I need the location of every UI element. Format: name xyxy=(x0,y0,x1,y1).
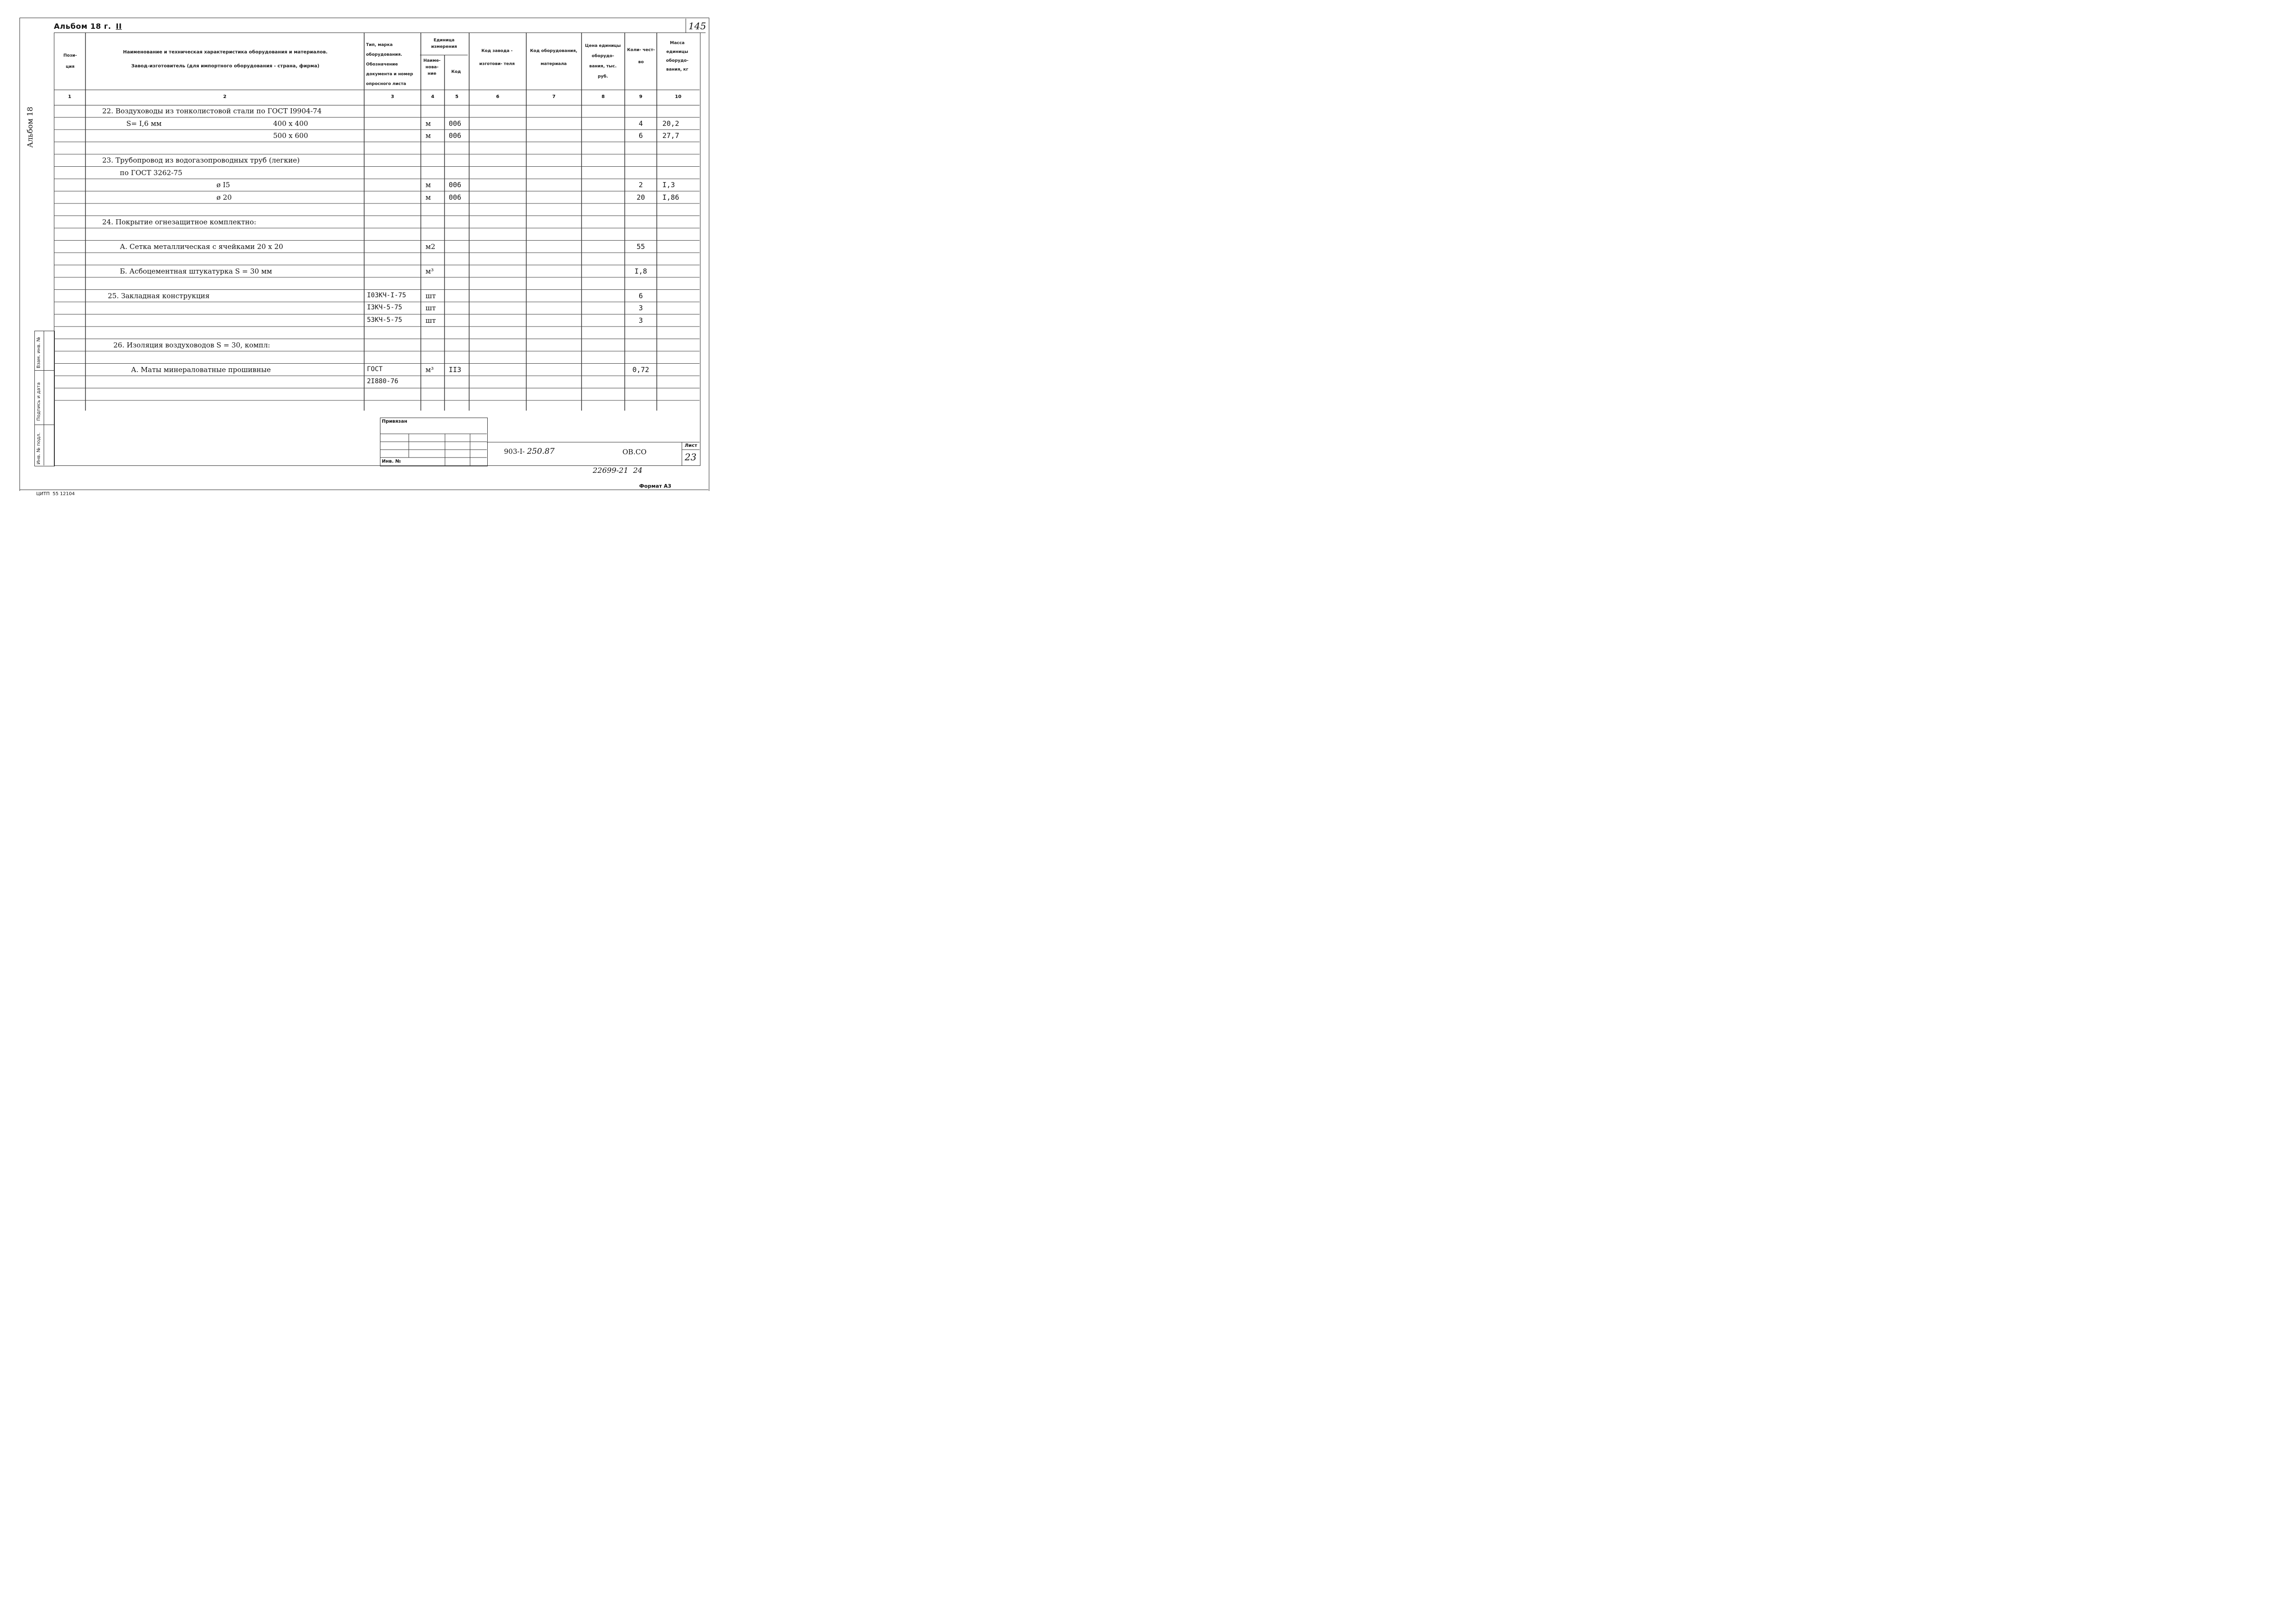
format-label: Формат А3 xyxy=(639,483,672,489)
item-name: 23. Трубопровод из водогазопроводных труб (легкие) xyxy=(102,156,300,164)
item-qty: 2 xyxy=(638,181,643,189)
item-unit: м xyxy=(425,181,431,189)
column-number: 5 xyxy=(455,94,458,99)
column-number: 1 xyxy=(68,94,72,99)
item-code: 006 xyxy=(449,193,462,202)
item-qty: 4 xyxy=(638,119,643,128)
col-header-doc: Тип, марка оборудования. Обозначение документа и номер опросного листа xyxy=(366,43,413,86)
column-number: 9 xyxy=(639,94,642,99)
item-name: А. Маты минераловатные прошивные xyxy=(131,365,271,374)
privyazan-label: Привязан xyxy=(382,419,407,424)
col-header-position: Пози- ция xyxy=(63,53,77,69)
item-doc: I3КЧ-5-75 xyxy=(367,304,402,311)
item-qty: I,8 xyxy=(634,267,648,275)
column-number: 2 xyxy=(223,94,227,99)
doc-code-prefix: 903-I- xyxy=(504,447,525,456)
column-number: 4 xyxy=(431,94,434,99)
item-doc: 2I880-76 xyxy=(367,378,399,385)
album-part: II xyxy=(116,22,122,31)
item-mass: I,3 xyxy=(662,181,675,189)
item-name: А. Сетка металлическая с ячейками 20 x 20 xyxy=(120,242,283,251)
column-number: 6 xyxy=(496,94,499,99)
item-unit: шт xyxy=(425,316,436,325)
col-header-name-b: Завод-изготовитель (для импортного оборудования - страна, фирма) xyxy=(131,64,320,69)
item-code: 006 xyxy=(449,119,462,128)
item-qty: 6 xyxy=(638,131,643,140)
item-size: 400 x 400 xyxy=(273,119,308,128)
item-name: 22. Воздуховоды из тонколистовой стали по ГОСТ I9904-74 xyxy=(102,107,322,115)
vzam-inv-label: Взам. инв. № xyxy=(36,337,41,368)
item-name: Б. Асбоцементная штукатурка S = 30 мм xyxy=(120,267,272,275)
col-header-unit: Единица измерения xyxy=(431,38,457,49)
item-name: по ГОСТ 3262-75 xyxy=(120,168,183,177)
item-mass: 27,7 xyxy=(662,131,680,140)
item-unit: м xyxy=(425,131,431,140)
sign-date-label: Подпись и дата xyxy=(36,382,41,421)
item-name: 25. Закладная конструкция xyxy=(108,291,210,300)
item-name: 24. Покрытие огнезащитное комплектно: xyxy=(102,217,256,226)
item-unit: м xyxy=(425,193,431,202)
item-mass: 20,2 xyxy=(662,119,680,128)
item-code: 006 xyxy=(449,181,462,189)
item-unit: шт xyxy=(425,304,436,312)
item-unit: м³ xyxy=(425,365,434,374)
item-doc: I03КЧ-I-75 xyxy=(367,291,406,299)
column-number: 3 xyxy=(391,94,394,99)
column-number: 8 xyxy=(602,94,605,99)
col-header-unit-name: Наиме- нова- ние xyxy=(423,59,441,76)
column-number: 7 xyxy=(552,94,556,99)
item-doc: 53КЧ-5-75 xyxy=(367,316,402,324)
item-qty: 0,72 xyxy=(632,365,649,374)
item-name: S= I,6 мм xyxy=(126,119,162,128)
item-name: 26. Изоляция воздуховодов S = 30, компл: xyxy=(113,340,270,349)
item-unit: м xyxy=(425,119,431,128)
item-code: 006 xyxy=(449,131,462,140)
column-number: 10 xyxy=(675,94,681,99)
item-qty: 6 xyxy=(638,291,643,300)
inv-no-label: Инв. № xyxy=(382,459,401,464)
item-qty: 55 xyxy=(636,242,645,251)
item-unit: м2 xyxy=(425,242,436,251)
item-qty: 20 xyxy=(636,193,645,202)
item-code: II3 xyxy=(449,365,462,374)
col-header-price: Цена единицы оборудо- вания, тыс. руб. xyxy=(585,44,621,79)
col-header-name-a: Наименование и техническая характеристика оборудования и материалов. xyxy=(123,50,328,55)
inv-podl-label: Инв. № подл. xyxy=(36,432,41,464)
item-unit: м³ xyxy=(425,267,434,275)
col-header-maker: Код завода - изготови- теля xyxy=(479,49,515,66)
item-size: 500 x 600 xyxy=(273,131,308,140)
album-title: Альбом 18 г. xyxy=(54,22,111,31)
archive-number: 22699-21 24 xyxy=(593,466,643,475)
item-name: ø I5 xyxy=(216,181,230,189)
doc-code-number: 250.87 xyxy=(527,447,555,456)
item-name: ø 20 xyxy=(216,193,232,202)
doc-mark: ОВ.СО xyxy=(622,448,647,456)
privyazan-grid xyxy=(0,0,725,508)
doc-code xyxy=(504,447,555,456)
item-mass: I,86 xyxy=(662,193,680,202)
album-side-label: Альбом 18 xyxy=(26,106,34,148)
print-mark: ЦИТП 55 12104 xyxy=(36,491,75,497)
col-header-unit-code: Код xyxy=(451,70,461,74)
item-qty: 3 xyxy=(638,304,643,312)
col-header-qty: Коли- чест- во xyxy=(627,48,655,65)
sheet-value: 23 xyxy=(685,451,697,463)
col-header-mass: Масса единицы оборудо- вания, кг xyxy=(666,41,689,72)
sheet-label: Лист xyxy=(685,443,698,448)
item-unit: шт xyxy=(425,291,436,300)
page-number: 145 xyxy=(688,20,706,32)
col-header-code: Код оборудования, материала xyxy=(530,49,577,66)
item-doc: ГОСТ xyxy=(367,365,383,373)
item-qty: 3 xyxy=(638,316,643,325)
